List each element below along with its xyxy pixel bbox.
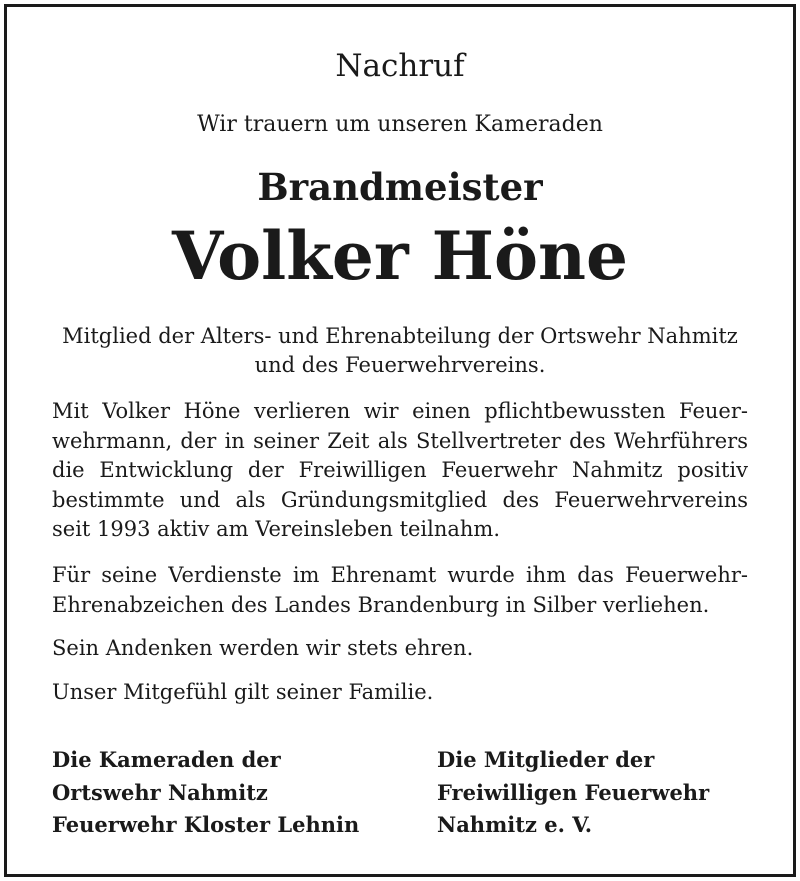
signature-right: Die Mitglieder der Freiwilligen Feuerwehr Nahmitz e. V.: [437, 747, 710, 837]
membership-line-2: und des Feuerwehrvereins.: [254, 353, 546, 377]
signature-left: Die Kameraden der Ortswehr Nahmitz Feuerwehr Kloster Lehnin: [52, 747, 360, 837]
honor-paragraph: Für seine Verdienste im Ehrenamt wurde ihm das Feuerwehr-Ehrenabzeichen des Landes Brandenburg in Silber verliehen.: [52, 563, 748, 617]
tribute-paragraph: Mit Volker Höne verlieren wir einen pflichtbewussten Feuerwehrmann, der in seiner Zeit als Stellvertreter des Wehrführers die Entwicklung der Freiwilligen Feuerwehr Nahmitz positiv bestimmte und als Gründungsmitglied des Feuerwehrvereins seit 1993 aktiv am Vereinsleben teilnahm.: [52, 399, 748, 541]
deceased-name: Volker Höne: [171, 217, 629, 295]
deceased-rank: Brandmeister: [257, 165, 543, 209]
notice-subtitle: Wir trauern um unseren Kameraden: [197, 112, 603, 137]
condolence-line: Unser Mitgefühl gilt seiner Familie.: [52, 680, 434, 704]
membership-text: [0, 322, 800, 380]
notice-title: Nachruf: [335, 48, 465, 84]
membership-line-1: Mitglied der Alters- und Ehrenabteilung der Ortswehr Nahmitz: [62, 324, 738, 348]
remembrance-line: Sein Andenken werden wir stets ehren.: [52, 636, 474, 660]
